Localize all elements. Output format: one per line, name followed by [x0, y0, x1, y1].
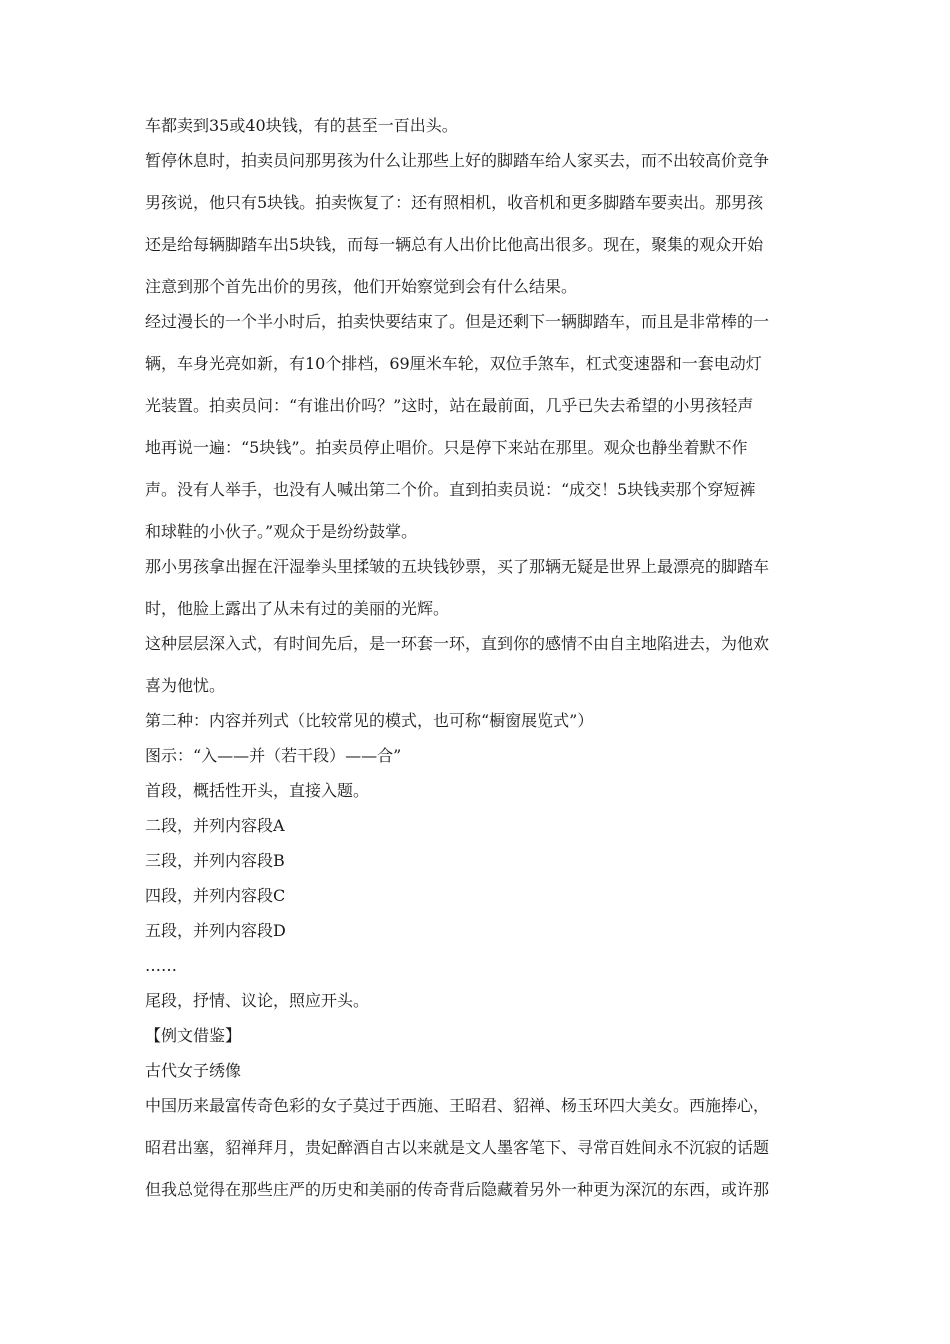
paragraph-line: 那小男孩拿出握在汗湿拳头里揉皱的五块钱钞票，买了那辆无疑是世界上最漂亮的脚踏车 [145, 557, 770, 576]
text-line: 车都卖到35或40块钱，有的甚至一百出头。 [145, 116, 458, 135]
paragraph-line: 中国历来最富传奇色彩的女子莫过于西施、王昭君、貂禅、杨玉环四大美女。西施捧心， [145, 1096, 770, 1115]
essay-title: 古代女子绣像 [145, 1061, 242, 1080]
list-item: 三段，并列内容段B [145, 851, 285, 870]
text-line: 喜为他忧。 [145, 676, 226, 695]
text-line: 昭君出塞，貂禅拜月，贵妃醉酒自古以来就是文人墨客笔下、寻常百姓间永不沉寂的话题 [145, 1138, 770, 1157]
text-line: 注意到那个首先出价的男孩，他们开始察觉到会有什么结果。 [145, 277, 578, 296]
text-line: 时，他脸上露出了从未有过的美丽的光辉。 [145, 599, 450, 618]
section-heading: 第二种：内容并列式（比较常见的模式，也可称“橱窗展览式”） [145, 711, 594, 730]
text-line: 但我总觉得在那些庄严的历史和美丽的传奇背后隐藏着另外一种更为深沉的东西，或许那 [145, 1180, 770, 1199]
text-line: 声。没有人举手，也没有人喊出第二个价。直到拍卖员说：“成交！5块钱卖那个穿短裤 [145, 480, 756, 499]
paragraph-line: 经过漫长的一个半小时后，拍卖快要结束了。但是还剩下一辆脚踏车，而且是非常棒的一 [145, 312, 770, 331]
list-item: 二段，并列内容段A [145, 816, 285, 835]
ellipsis-line: …… [145, 956, 177, 975]
diagram-caption: 图示：“入——并（若干段）——合” [145, 746, 402, 765]
text-line: 和球鞋的小伙子。”观众于是纷纷鼓掌。 [145, 522, 418, 541]
text-line: 辆，车身光亮如新，有10个排档，69厘米车轮，双位手煞车，杠式变速器和一套电动灯 [145, 354, 762, 373]
list-item: 尾段，抒情、议论，照应开头。 [145, 991, 370, 1010]
text-line: 男孩说，他只有5块钱。拍卖恢复了：还有照相机，收音机和更多脚踏车要卖出。那男孩 [145, 193, 764, 212]
text-line: 光装置。拍卖员问：“有谁出价吗？”这时，站在最前面，几乎已失去希望的小男孩轻声 [145, 396, 754, 415]
text-line: 还是给每辆脚踏车出5块钱，而每一辆总有人出价比他高出很多。现在，聚集的观众开始 [145, 235, 764, 254]
list-item: 五段，并列内容段D [145, 921, 286, 940]
text-line: 地再说一遍：“5块钱”。拍卖员停止唱价。只是停下来站在那里。观众也静坐着默不作 [145, 438, 748, 457]
document-body [145, 116, 805, 1200]
paragraph-line: 暂停休息时，拍卖员问那男孩为什么让那些上好的脚踏车给人家买去，而不出较高价竞争 [145, 151, 770, 170]
list-item: 四段，并列内容段C [145, 886, 286, 905]
list-item: 首段，概括性开头，直接入题。 [145, 781, 370, 800]
paragraph-line: 这种层层深入式，有时间先后，是一环套一环，直到你的感情不由自主地陷进去，为他欢 [145, 634, 770, 653]
section-label: 【例文借鉴】 [145, 1026, 242, 1045]
